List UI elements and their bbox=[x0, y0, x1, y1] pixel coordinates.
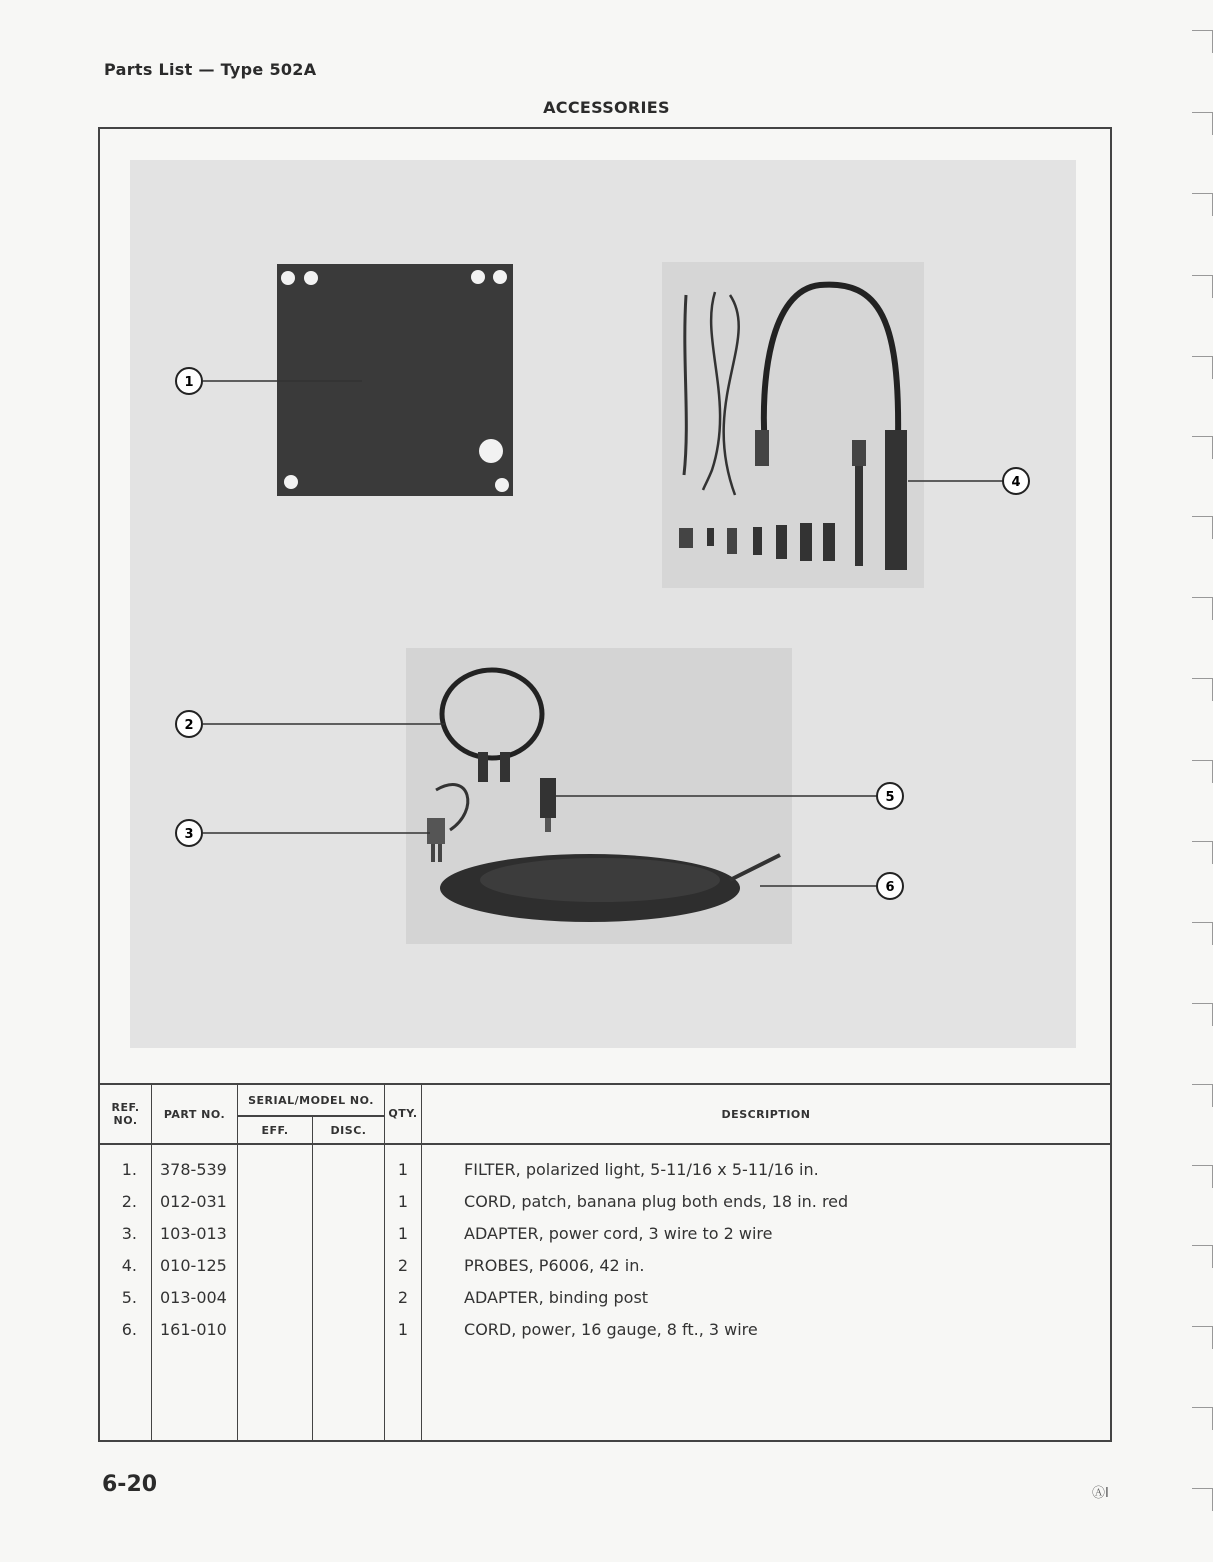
header-disc: DISC. bbox=[313, 1116, 385, 1144]
description: CORD, patch, banana plug both ends, 18 in. red bbox=[422, 1185, 1111, 1217]
table-filler-row bbox=[100, 1345, 1111, 1441]
qty: 1 bbox=[385, 1217, 422, 1249]
section-title: ACCESSORIES bbox=[543, 98, 670, 117]
ref-no: 3. bbox=[100, 1217, 152, 1249]
part-no: 013-004 bbox=[152, 1281, 238, 1313]
disc bbox=[313, 1281, 385, 1313]
ref-no: 5. bbox=[100, 1281, 152, 1313]
description: CORD, power, 16 gauge, 8 ft., 3 wire bbox=[422, 1313, 1111, 1345]
qty: 2 bbox=[385, 1281, 422, 1313]
callout-1 bbox=[176, 368, 202, 394]
header-serial-model-no: SERIAL/MODEL NO. bbox=[238, 1084, 385, 1116]
qty: 1 bbox=[385, 1185, 422, 1217]
header-ref-no: REF. NO. bbox=[100, 1084, 152, 1144]
table-row bbox=[100, 1249, 1111, 1281]
callout-2 bbox=[176, 711, 202, 737]
callout-6 bbox=[877, 873, 903, 899]
header-qty: QTY. bbox=[385, 1084, 422, 1144]
svg-text:4: 4 bbox=[1011, 475, 1021, 490]
description: ADAPTER, binding post bbox=[422, 1281, 1111, 1313]
ref-no: 6. bbox=[100, 1313, 152, 1345]
eff bbox=[238, 1144, 313, 1185]
running-title: Parts List — Type 502A bbox=[104, 60, 317, 79]
parts-table bbox=[99, 1083, 1111, 1441]
eff bbox=[238, 1217, 313, 1249]
header-description: DESCRIPTION bbox=[422, 1084, 1111, 1144]
part-no: 378-539 bbox=[152, 1144, 238, 1185]
filter-plate-image bbox=[277, 264, 513, 496]
eff bbox=[238, 1249, 313, 1281]
probes-image bbox=[662, 262, 924, 588]
svg-text:6: 6 bbox=[885, 880, 895, 895]
disc bbox=[313, 1144, 385, 1185]
part-no: 103-013 bbox=[152, 1217, 238, 1249]
qty: 1 bbox=[385, 1313, 422, 1345]
ref-no: 2. bbox=[100, 1185, 152, 1217]
description: ADAPTER, power cord, 3 wire to 2 wire bbox=[422, 1217, 1111, 1249]
disc bbox=[313, 1249, 385, 1281]
svg-text:5: 5 bbox=[885, 790, 895, 805]
table-row bbox=[100, 1281, 1111, 1313]
table-row bbox=[100, 1313, 1111, 1345]
publisher-mark: ⒶI bbox=[1092, 1486, 1109, 1501]
svg-text:2: 2 bbox=[184, 718, 194, 733]
eff bbox=[238, 1281, 313, 1313]
disc bbox=[313, 1185, 385, 1217]
callout-3 bbox=[176, 820, 202, 846]
qty: 1 bbox=[385, 1144, 422, 1185]
qty: 2 bbox=[385, 1249, 422, 1281]
part-no: 010-125 bbox=[152, 1249, 238, 1281]
svg-text:1: 1 bbox=[184, 375, 194, 390]
ref-no: 1. bbox=[100, 1144, 152, 1185]
ref-no: 4. bbox=[100, 1249, 152, 1281]
disc bbox=[313, 1313, 385, 1345]
table-row bbox=[100, 1144, 1111, 1185]
header-part-no: PART NO. bbox=[152, 1084, 238, 1144]
eff bbox=[238, 1185, 313, 1217]
callout-4 bbox=[1003, 468, 1029, 494]
table-row bbox=[100, 1185, 1111, 1217]
part-no: 012-031 bbox=[152, 1185, 238, 1217]
eff bbox=[238, 1313, 313, 1345]
svg-text:3: 3 bbox=[184, 827, 194, 842]
header-eff: EFF. bbox=[238, 1116, 313, 1144]
page-number: 6-20 bbox=[102, 1472, 158, 1497]
table-row bbox=[100, 1217, 1111, 1249]
description: FILTER, polarized light, 5-11/16 x 5-11/16 in. bbox=[422, 1144, 1111, 1185]
part-no: 161-010 bbox=[152, 1313, 238, 1345]
callout-5 bbox=[877, 783, 903, 809]
description: PROBES, P6006, 42 in. bbox=[422, 1249, 1111, 1281]
disc bbox=[313, 1217, 385, 1249]
